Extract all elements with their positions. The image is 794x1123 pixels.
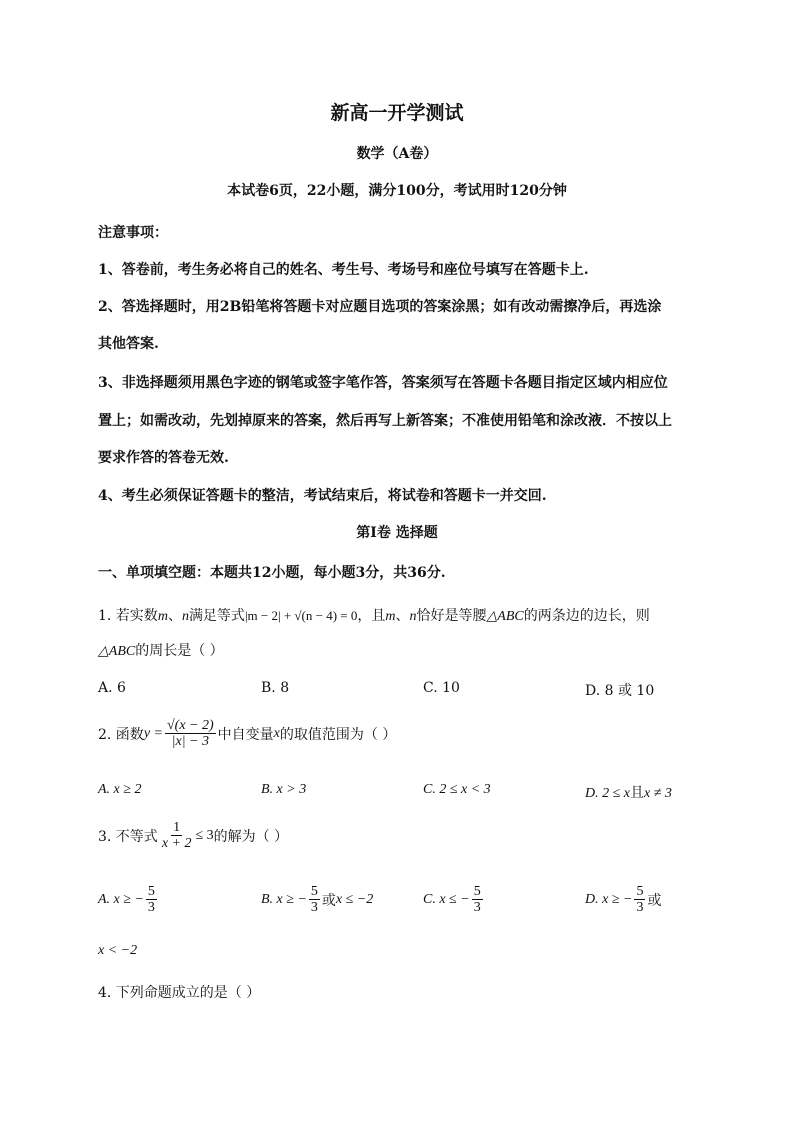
q3-numerator: 1: [173, 820, 181, 835]
q3-d-num: 5: [636, 884, 644, 899]
q3-c-num: 5: [473, 884, 481, 899]
q1-option-b[interactable]: B. 8: [261, 680, 290, 696]
q3-option-a[interactable]: [98, 884, 159, 916]
q3-c-fraction: [472, 884, 483, 916]
q3-prefix: 3. 不等式: [98, 828, 158, 845]
q1-prefix: 1. 若实数: [98, 608, 158, 624]
q3-tail: 的解为（ ）: [213, 828, 289, 845]
q3-option-c[interactable]: [423, 884, 485, 916]
q3-inequality: ≤ 3: [195, 827, 214, 843]
q3-a-fraction: [146, 884, 157, 916]
question-2: [98, 718, 396, 750]
q2-numerator: √(x − 2): [166, 718, 214, 733]
note-3-line-2: 置上；如需改动，先划掉原来的答案，然后再写上新答案；不准使用铅笔和涂改液．不按以上: [98, 413, 672, 429]
note-3-line-1: 3、非选择题须用黑色字迹的钢笔或签字笔作答，答案须写在答题卡各题目指定区域内相应位: [98, 375, 668, 391]
q2-option-d[interactable]: [585, 782, 672, 802]
q2-d-part3: x ≠ 3: [644, 786, 672, 801]
q1-var-n2: n: [409, 609, 417, 624]
q1-tail2: 恰好是等腰: [416, 608, 487, 624]
q3-b-fraction: [309, 884, 320, 916]
part-1-heading: 一、单项填空题：本题共12小题，每小题3分，共36分.: [98, 565, 446, 581]
q2-x: x: [273, 725, 280, 741]
q3-d-text: D. x ≥ −: [585, 891, 633, 907]
q1-equation: |m − 2| + √(n − 4) = 0: [244, 608, 358, 623]
q2-prefix: 2. 函数: [98, 726, 144, 743]
q3-b-or: 或: [321, 892, 336, 909]
q1-option-c[interactable]: C. 10: [423, 680, 460, 696]
q1-triangle-2: △ABC: [98, 644, 136, 659]
q1-sep: 、: [167, 608, 182, 624]
q3-b-den: 3: [310, 900, 318, 916]
note-2-line-2: 其他答案.: [98, 336, 159, 352]
q1-var-m: m: [157, 609, 168, 624]
q2-option-b[interactable]: B. x > 3: [261, 782, 307, 797]
q3-b-text: B. x ≥ −: [261, 891, 307, 907]
q2-option-c[interactable]: C. 2 ≤ x < 3: [423, 782, 491, 797]
question-4: 4. 下列命题成立的是（ ）: [98, 985, 261, 1001]
q2-mid: 中自变量: [217, 726, 274, 743]
q1-option-a[interactable]: A. 6: [98, 680, 126, 696]
question-3: [98, 820, 288, 852]
q2-fraction: [165, 718, 216, 750]
note-4: 4、考生必须保证答题卡的整洁，考试结束后，将试卷和答题卡一并交回.: [98, 488, 547, 504]
exam-info: 本试卷6页，22小题，满分100分，考试用时120分钟: [227, 183, 567, 199]
q3-a-text: A. x ≥ −: [98, 891, 144, 907]
q1-triangle: △ABC: [486, 609, 524, 624]
page-title: 新高一开学测试: [330, 102, 464, 124]
q3-b-num: 5: [310, 884, 318, 899]
q1-stem-end: 的周长是（ ）: [135, 643, 224, 659]
q2-denominator: |x| − 3: [171, 734, 209, 750]
question-1-line-2: [98, 640, 224, 660]
q3-d-fraction: [634, 884, 645, 916]
q1-var-n: n: [181, 609, 189, 624]
note-1: 1、答卷前，考生务必将自己的姓名、考生号、考场号和座位号填写在答题卡上.: [98, 262, 589, 278]
q3-option-b[interactable]: [261, 884, 373, 916]
q1-mid: 满足等式: [188, 608, 245, 624]
q2-y: y =: [143, 725, 163, 741]
q3-a-den: 3: [147, 900, 155, 916]
q1-tail3: 的两条边的边长，则: [523, 608, 650, 624]
question-1-line-1: [98, 605, 650, 625]
q3-c-den: 3: [473, 900, 481, 916]
q3-fraction: [160, 820, 194, 852]
note-3-line-3: 要求作答的答卷无效.: [98, 450, 229, 466]
note-2-line-1: 2、答选择题时，用2B铅笔将答题卡对应题目选项的答案涂黑；如有改动需擦净后，再选涂: [98, 299, 662, 315]
q1-tail1: ，且: [357, 608, 386, 624]
q2-d-part1: D. 2 ≤ x: [585, 786, 631, 801]
q3-c-text: C. x ≤ −: [423, 891, 470, 907]
q2-option-a[interactable]: A. x ≥ 2: [98, 782, 142, 797]
q3-d-den: 3: [636, 900, 644, 916]
q3-b-text2: x ≤ −2: [335, 891, 374, 907]
page-subtitle: 数学（A卷）: [356, 146, 438, 162]
notes-heading: 注意事项：: [98, 225, 168, 241]
q3-denominator: x + 2: [161, 836, 192, 852]
q3-d-or: 或: [647, 892, 662, 909]
q3-option-d-continued: x < −2: [98, 943, 138, 958]
q1-sep2: 、: [395, 608, 410, 624]
q3-option-d[interactable]: [585, 884, 661, 916]
q1-var-m2: m: [385, 609, 396, 624]
q1-option-d[interactable]: D. 8 或 10: [585, 683, 655, 699]
q3-a-num: 5: [147, 884, 155, 899]
q2-tail: 的取值范围为（ ）: [279, 726, 397, 743]
section-title: 第Ⅰ卷 选择题: [356, 525, 438, 541]
q2-d-part2: 且: [630, 785, 645, 801]
